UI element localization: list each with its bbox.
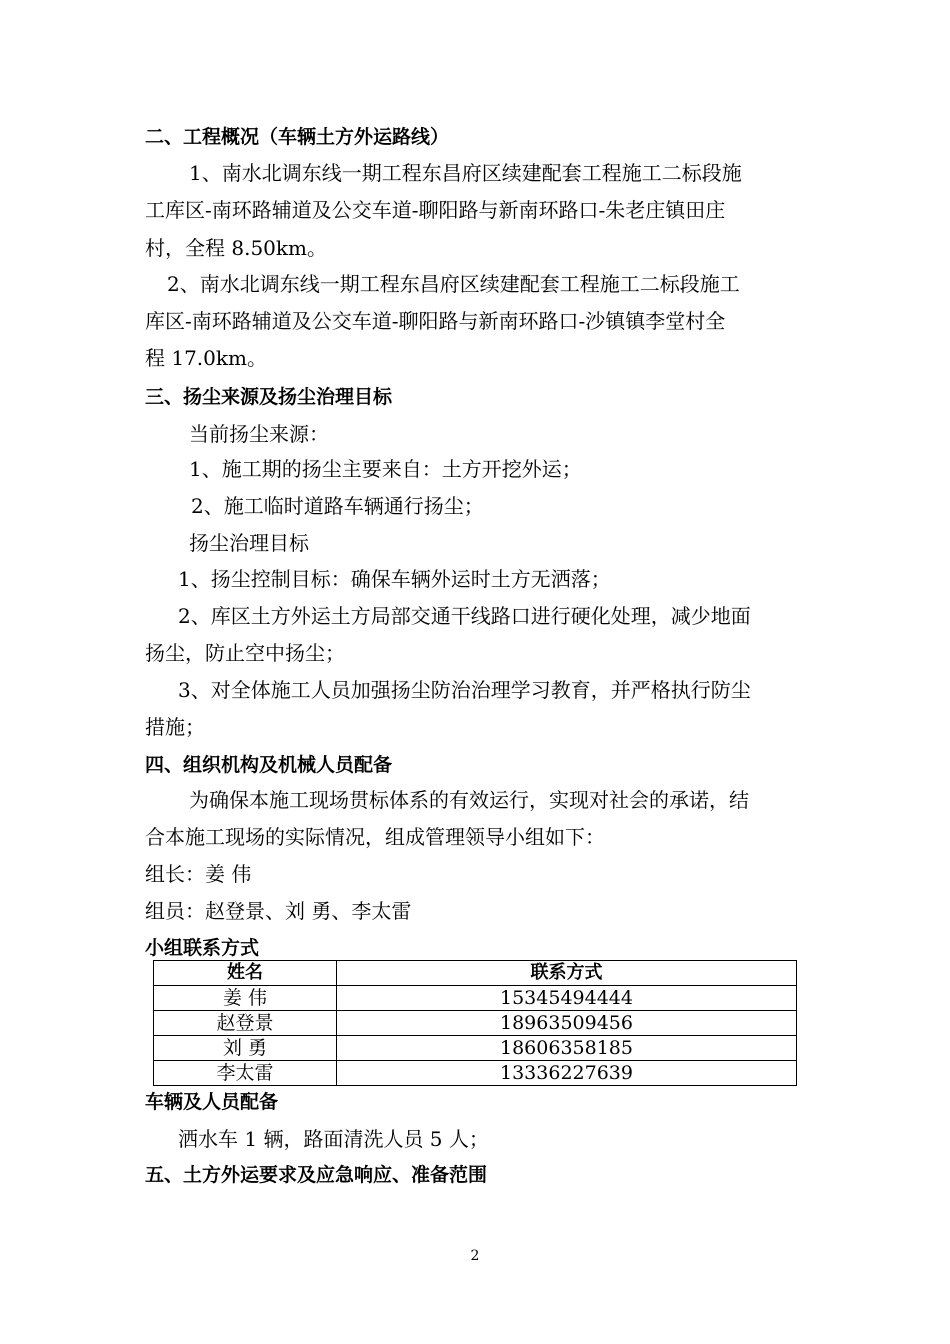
section-4-heading: 四、组织机构及机械人员配备	[145, 754, 393, 776]
org-intro-line-2: 合本施工现场的实际情况，组成管理领导小组如下：	[145, 825, 605, 849]
route-2-line-1: 2、南水北调东线一期工程东昌府区续建配套工程施工二标段施工	[167, 272, 740, 296]
contact-table	[153, 960, 797, 1086]
cell-name: 赵登景	[154, 1011, 337, 1036]
table-row	[154, 986, 797, 1011]
org-intro-line-1: 为确保本施工现场贯标体系的有效运行，实现对社会的承诺，结	[189, 788, 749, 812]
dust-target-title: 扬尘治理目标	[189, 531, 309, 555]
dust-target-3-line-1: 3、对全体施工人员加强扬尘防治治理学习教育，并严格执行防尘	[178, 678, 751, 702]
route-1-line-1: 1、南水北调东线一期工程东昌府区续建配套工程施工二标段施	[189, 161, 742, 185]
table-row	[154, 1061, 797, 1086]
dust-source-title: 当前扬尘来源：	[189, 422, 329, 446]
cell-name: 刘 勇	[154, 1036, 337, 1061]
vehicle-title: 车辆及人员配备	[145, 1091, 279, 1113]
group-members: 组员：赵登景、刘 勇、李太雷	[145, 899, 412, 923]
header-contact: 联系方式	[337, 961, 797, 986]
route-2-line-3: 程 17.0km。	[145, 346, 267, 370]
table-header-row	[154, 961, 797, 986]
dust-target-2-line-2: 扬尘，防止空中扬尘；	[145, 641, 345, 665]
section-2-heading: 二、工程概况（车辆土方外运路线）	[145, 126, 450, 148]
section-5-heading: 五、土方外运要求及应急响应、准备范围	[145, 1164, 488, 1186]
dust-source-2: 2、施工临时道路车辆通行扬尘；	[191, 494, 484, 518]
cell-name: 姜 伟	[154, 986, 337, 1011]
dust-source-1: 1、施工期的扬尘主要来自：土方开挖外运；	[189, 457, 582, 481]
group-leader: 组长：姜 伟	[145, 862, 252, 886]
cell-name: 李太雷	[154, 1061, 337, 1086]
section-3-heading: 三、扬尘来源及扬尘治理目标	[145, 386, 393, 408]
route-1-line-3: 村，全程 8.50km。	[145, 236, 327, 260]
contact-title: 小组联系方式	[145, 937, 260, 959]
dust-target-1: 1、扬尘控制目标：确保车辆外运时土方无洒落；	[178, 567, 611, 591]
cell-phone: 18963509456	[337, 1011, 797, 1036]
page-number: 2	[470, 1248, 480, 1264]
header-name: 姓名	[154, 961, 337, 986]
cell-phone: 15345494444	[337, 986, 797, 1011]
dust-target-3-line-2: 措施；	[145, 715, 205, 739]
vehicle-text: 洒水车 1 辆，路面清洗人员 5 人；	[178, 1127, 489, 1151]
cell-phone: 13336227639	[337, 1061, 797, 1086]
cell-phone: 18606358185	[337, 1036, 797, 1061]
table-row	[154, 1011, 797, 1036]
route-1-line-2: 工库区-南环路辅道及公交车道-聊阳路与新南环路口-朱老庄镇田庄	[145, 198, 726, 222]
table-row	[154, 1036, 797, 1061]
route-2-line-2: 库区-南环路辅道及公交车道-聊阳路与新南环路口-沙镇镇李堂村全	[145, 309, 726, 333]
dust-target-2-line-1: 2、库区土方外运土方局部交通干线路口进行硬化处理，减少地面	[178, 604, 751, 628]
